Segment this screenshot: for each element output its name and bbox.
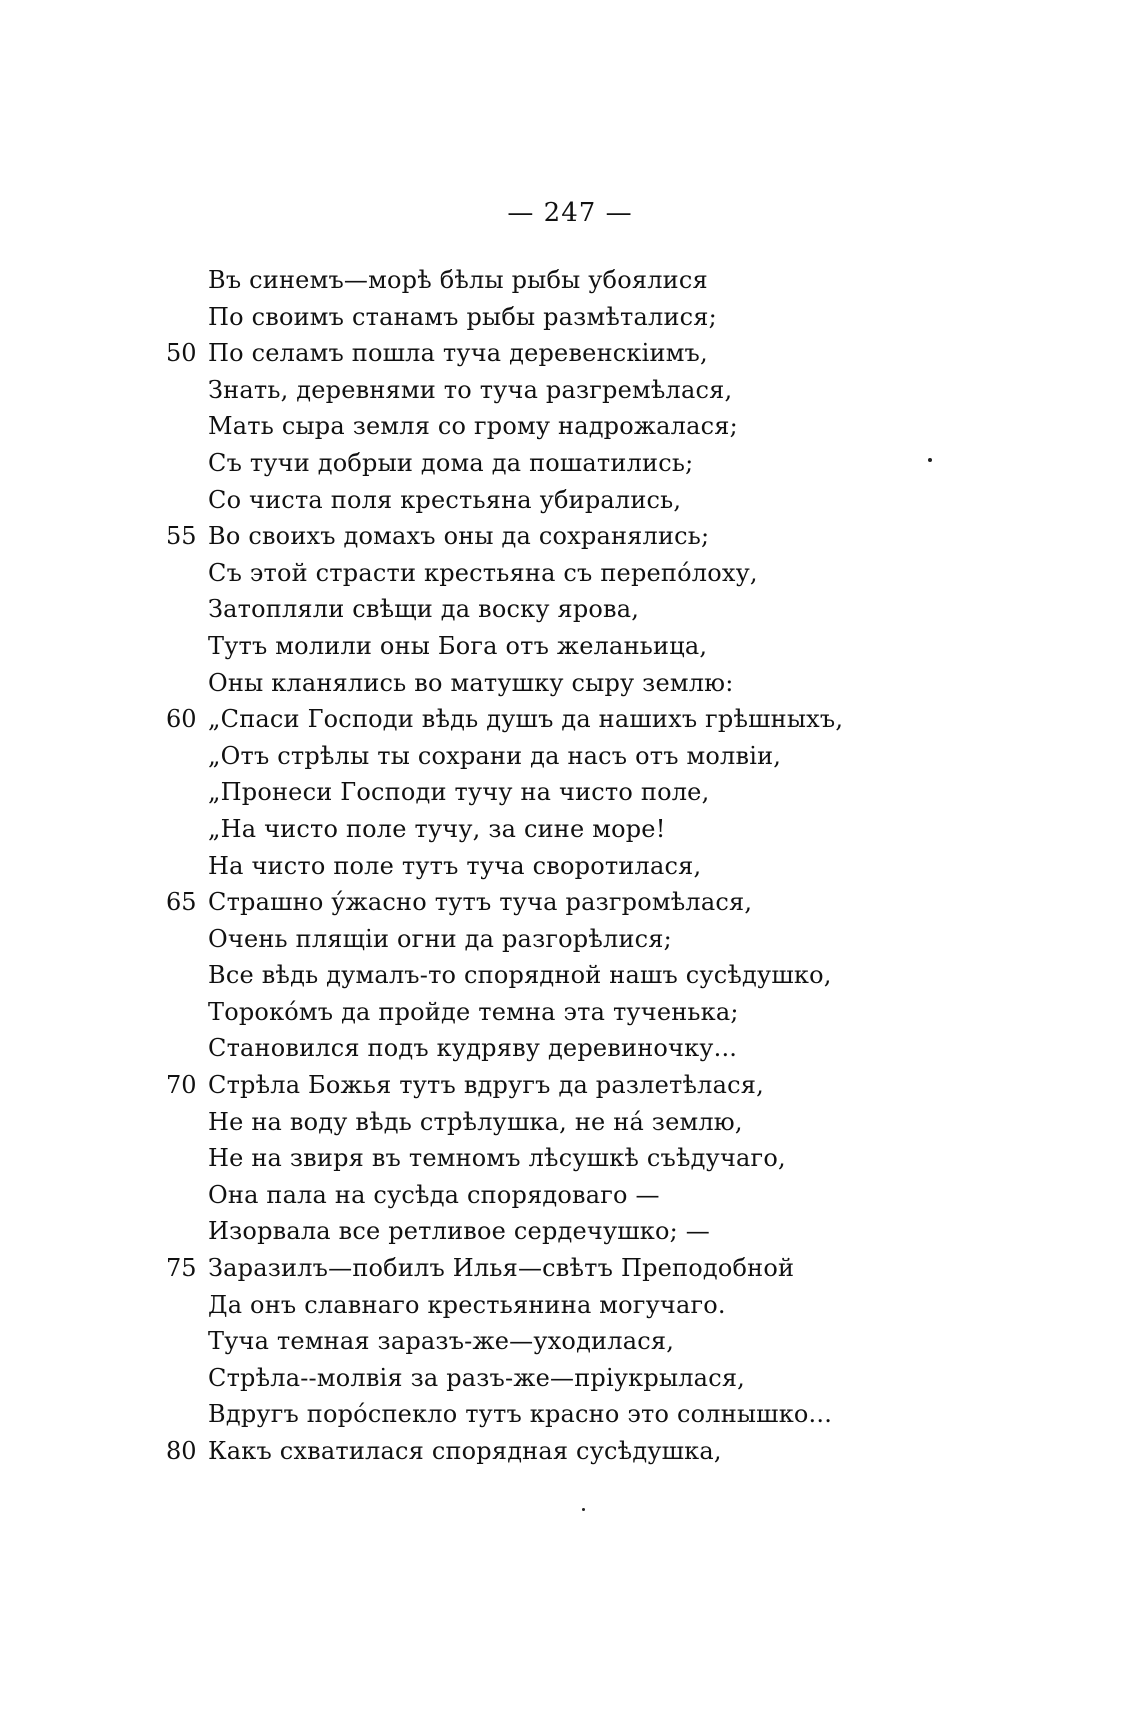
verse-line bbox=[0, 372, 1140, 409]
line-text: Оны кланялись во матушку сыру землю: bbox=[208, 668, 734, 697]
verse-line bbox=[0, 957, 1140, 994]
line-text: Во своихъ домахъ оны да сохранялись; bbox=[208, 522, 710, 551]
verse-line bbox=[0, 921, 1140, 958]
verse-line bbox=[0, 848, 1140, 885]
verse-line bbox=[0, 1213, 1140, 1250]
line-text: Со чиста поля крестьяна убирались, bbox=[208, 485, 682, 514]
verse-line bbox=[0, 1067, 1140, 1104]
verse-line bbox=[0, 482, 1140, 519]
line-text: Какъ схватилася спорядная сусѣдушка, bbox=[208, 1437, 722, 1465]
line-number: 60 bbox=[166, 705, 197, 734]
verse-line bbox=[0, 408, 1140, 445]
verse-line bbox=[0, 665, 1140, 702]
verse-line bbox=[0, 262, 1140, 299]
line-text: „Спаси Господи вѣдь душъ да нашихъ грѣшныхъ, bbox=[208, 705, 844, 734]
line-text: Тутъ молили оны Бога отъ желаньица, bbox=[208, 631, 708, 660]
verse-line bbox=[0, 1396, 1140, 1433]
line-text: Съ этой страсти крестьяна съ перепо́лоху, bbox=[208, 558, 758, 587]
line-text: Не на воду вѣдь стрѣлушка, не на́ землю, bbox=[208, 1107, 743, 1136]
verse-line bbox=[0, 1433, 1140, 1470]
verse-line bbox=[0, 1030, 1140, 1067]
line-text: По своимъ станамъ рыбы размѣталися; bbox=[208, 302, 717, 331]
verse-line bbox=[0, 591, 1140, 628]
verse-line bbox=[0, 701, 1140, 738]
verse-line bbox=[0, 1177, 1140, 1214]
line-text: Не на звиря въ темномъ лѣсушкѣ съѣдучаго, bbox=[208, 1144, 786, 1173]
line-number: 75 bbox=[166, 1254, 197, 1283]
line-text: Въ синемъ—морѣ бѣлы рыбы убоялися bbox=[208, 266, 708, 294]
line-text: По селамъ пошла туча деревенскіимъ, bbox=[208, 339, 708, 368]
line-text: „На чисто поле тучу, за сине море! bbox=[208, 814, 666, 843]
verse-line bbox=[0, 1360, 1140, 1397]
line-text: На чисто поле тутъ туча своротилася, bbox=[208, 851, 702, 880]
page-number: — 247 — bbox=[507, 198, 633, 228]
line-number: 50 bbox=[166, 339, 197, 368]
verse-line bbox=[0, 299, 1140, 336]
print-speck bbox=[582, 1508, 585, 1511]
verse-line bbox=[0, 1287, 1140, 1324]
verse-line bbox=[0, 774, 1140, 811]
verse-line bbox=[0, 555, 1140, 592]
line-number: 70 bbox=[166, 1071, 197, 1100]
line-text: „Отъ стрѣлы ты сохрани да насъ отъ молвіи, bbox=[208, 741, 782, 770]
verse-line bbox=[0, 1323, 1140, 1360]
verse-line bbox=[0, 994, 1140, 1031]
line-number: 65 bbox=[166, 888, 197, 917]
line-number: 55 bbox=[166, 522, 197, 551]
verse-line bbox=[0, 628, 1140, 665]
line-text: Торoко́мъ да пройде темна эта тученька; bbox=[208, 997, 739, 1026]
line-text: Съ тучи добрыи дома да пошатились; bbox=[208, 448, 694, 477]
verse-line bbox=[0, 884, 1140, 921]
verse-line bbox=[0, 1104, 1140, 1141]
print-speck bbox=[928, 458, 932, 462]
poem-text bbox=[0, 262, 1140, 1470]
line-text: Вдругъ поро́спекло тутъ красно это солнышко... bbox=[208, 1400, 833, 1429]
line-text: Заразилъ—побилъ Илья—свѣтъ Преподобной bbox=[208, 1254, 795, 1283]
line-text: „Пронеси Господи тучу на чисто поле, bbox=[208, 778, 710, 807]
line-text: Стрѣла Божья тутъ вдругъ да разлетѣлася, bbox=[208, 1071, 764, 1100]
line-text: Туча темная заразъ-же—уходилася, bbox=[208, 1327, 675, 1356]
verse-line bbox=[0, 445, 1140, 482]
line-text: Очень плящіи огни да разгорѣлися; bbox=[208, 924, 672, 953]
line-text: Мать сыра земля со грому надрожалася; bbox=[208, 412, 738, 441]
line-text: Да онъ славнаго крестьянина могучаго. bbox=[208, 1290, 726, 1319]
verse-line bbox=[0, 1250, 1140, 1287]
line-text: Она пала на сусѣда спорядоваго — bbox=[208, 1180, 660, 1209]
line-text: Все вѣдь думалъ-то спорядной нашъ сусѣдушко, bbox=[208, 961, 832, 990]
line-text: Становился подъ кудряву деревиночку... bbox=[208, 1034, 738, 1063]
line-text: Знать, деревнями то туча разгремѣлася, bbox=[208, 375, 733, 404]
verse-line bbox=[0, 518, 1140, 555]
verse-line bbox=[0, 738, 1140, 775]
line-text: Страшно у́жасно тутъ туча разгромѣлася, bbox=[208, 888, 753, 917]
verse-line bbox=[0, 1140, 1140, 1177]
verse-line bbox=[0, 811, 1140, 848]
line-number: 80 bbox=[166, 1437, 197, 1465]
line-text: Изорвала все ретливое сердечушко; — bbox=[208, 1217, 710, 1246]
line-text: Стрѣла--молвія за разъ-же—пріукрылася, bbox=[208, 1363, 746, 1392]
line-text: Затопляли свѣщи да воску ярова, bbox=[208, 595, 640, 624]
verse-line bbox=[0, 335, 1140, 372]
